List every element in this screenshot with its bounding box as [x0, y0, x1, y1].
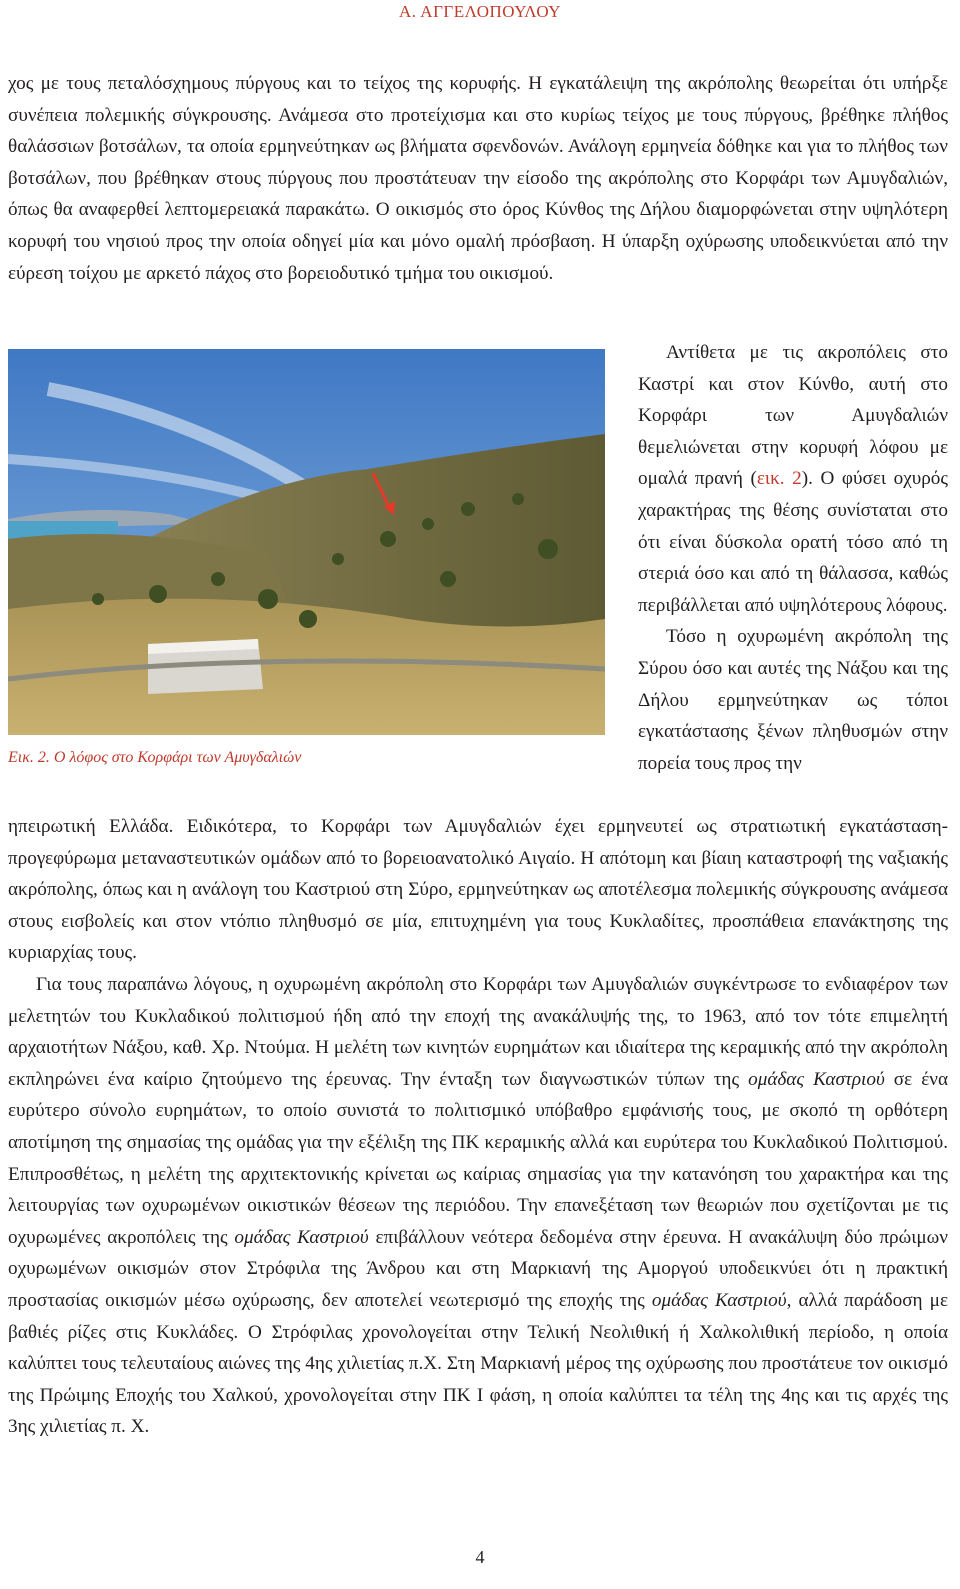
- paragraph-last: Για τους παραπάνω λόγους, η οχυρωμένη ακρόπολη στο Κορφάρι των Αμυγδαλιών συγκέντρωσε το ενδιαφέρον των μελετητών του Κυκλαδικού πολιτισμού ήδη από την εποχή της ανακάλυψής της, το 1963, από τον τότε επιμελητή αρχαιοτήτων Νάξου, καθ. Χρ. Ντούμα. Η μελέτη των κινητών ευρημάτων και ιδιαίτερα της κεραμικής από την ακρόπολη εκπληρώνει ένα καίριο ζητούμενο της έρευνας. Την ένταξη των διαγνωστικών τύπων της ομάδας Καστριού σε ένα ευρύτερο σύνολο ευρημάτων, το οποίο συνιστά το πολιτισμικό υπόβαθρο εμφάνισής τους, με σκοπό τη ορθότερη αποτίμηση της σημασίας της ομάδας για την εξέλιξη της ΠΚ κεραμικής αλλά και ευρύτερα του Κυκλαδικού Πολιτισμού. Επιπροσθέτως, η μελέτη της αρχιτεκτονικής κρίνεται ως καίριας σημασίας για την κατανόηση του χαρακτήρα και της λειτουργίας των οχυρωμένων οικιστικών θέσεων της περιόδου. Την επανεξέταση των θεωριών που σχετίζονται με τις οχυρωμένες ακροπόλεις της ομάδας Καστριού επιβάλλουν νεότερα δεδομένα στην έρευνα. Η ανακάλυψη δύο πρώιμων οχυρωμένων οικισμών στον Στρόφιλα της Άνδρου και στη Μαρκιανή της Αμοργού υποδεικνύει ότι η πρακτική προστασίας οικισμών μέσω οχύρωσης, δεν αποτελεί νεωτερισμό της εποχής της ομάδας Καστριού, αλλά παράδοση με βαθιές ρίζες στις Κυκλάδες. Ο Στρόφιλας χρονολογείται στην Τελική Νεολιθική ή Χαλκολιθική περίοδο, η οποία καλύπτει τους τελευταίους αιώνες της 4ης χιλιετίας π.Χ. Στη Μαρκιανή μέρος της οχύρωσης που προστάτευε τον οικισμό της Πρώιμης Εποχής του Χαλκού, χρονολογείται στην ΠΚ Ι φάση, η οποία καλύπτει τα τέλη της 4ης και τις αρχές της 3ης χιλιετίας π. Χ.: [8, 974, 948, 1438]
- running-head: Α. ΑΓΓΕΛΟΠΟΥΛΟΥ: [398, 2, 562, 21]
- figure-caption: Εικ. 2. Ο λόφος στο Κορφάρι των Αμυγδαλιών: [8, 749, 302, 766]
- right-column: [638, 337, 948, 779]
- page-number: 4: [475, 1547, 485, 1567]
- right-paragraph-1: Αντίθετα με τις ακροπόλεις στο Καστρί και στον Κύνθο, αυτή στο Κορφάρι των Αμυγδαλιών θεμελιώνεται στην κορυφή λόφου με ομαλά πρανή (εικ. 2). Ο φύσει οχυρός χαρακτήρας της θέσης συνίσταται στο ότι είναι δύσκολα ορατή τόσο από τη στεριά όσο και από τη θάλασσα, καθώς περιβάλλεται από υψηλότερους λόφους.: [638, 342, 948, 616]
- paragraph-top: χος με τους πεταλόσχημους πύργους και το τείχος της κορυφής. Η εγκατάλειψη της ακρόπολης θεωρείται ότι υπήρξε συνέπεια πολεμικής σύγκρουσης. Ανάμεσα στο προτείχισμα και στο κυρίως τείχος με τους πύργους, βρέθηκε πλήθος θαλάσσιων βοτσάλων, τα οποία ερμηνεύτηκαν ως βλήματα σφενδονών. Ανάλογη ερμηνεία δόθηκε και για το πλήθος των βοτσάλων, που βρέθηκαν στους πύργους που προστάτευαν την είσοδο της ακρόπολης στο Κορφάρι των Αμυγδαλιών, όπως θα αναφερθεί λεπτομερειακά παρακάτω. Ο οικισμός στο όρος Κύνθος της Δήλου διαμορφώνεται στην υψηλότερη κορυφή του νησιού προς την οποία οδηγεί μία και μόνο ομαλή πρόσβαση. Η ύπαρξη οχύρωσης υποδεικνύεται από την εύρεση τοίχου με αρκετό πάχος στο βορειοδυτικό τμήμα του οικισμού.: [8, 73, 948, 284]
- right-paragraph-2: Τόσο η οχυρωμένη ακρόπολη της Σύρου όσο και αυτές της Νάξου και της Δήλου ερμηνεύτηκαν ως τόποι εγκατάστασης ξένων πληθυσμών στην πορεία τους προς την: [638, 626, 948, 774]
- paragraph-continue: ηπειρωτική Ελλάδα. Ειδικότερα, το Κορφάρι των Αμυγδαλιών έχει ερμηνευτεί ως στρατιωτική εγκατάσταση-προγεφύρωμα μεταναστευτικών ομάδων από το βορειοανατολικό Αιγαίο. Η απότομη και βίαιη καταστροφή της ναξιακής ακρόπολης, όπως και η ανάλογη του Καστριού στη Σύρο, ερμηνεύτηκαν ως αποτέλεσμα πολεμικής σύγκρουσης ανάμεσα στους εισβολείς και στον ντόπιο πληθυσμό σε μία, επιτυχημένη για τους Κυκλαδίτες, προσπάθεια επανάκτησης της κυριαρχίας τους.: [8, 816, 948, 964]
- figure-photo: [8, 349, 605, 735]
- figure-reference-link[interactable]: εικ. 2: [756, 468, 802, 490]
